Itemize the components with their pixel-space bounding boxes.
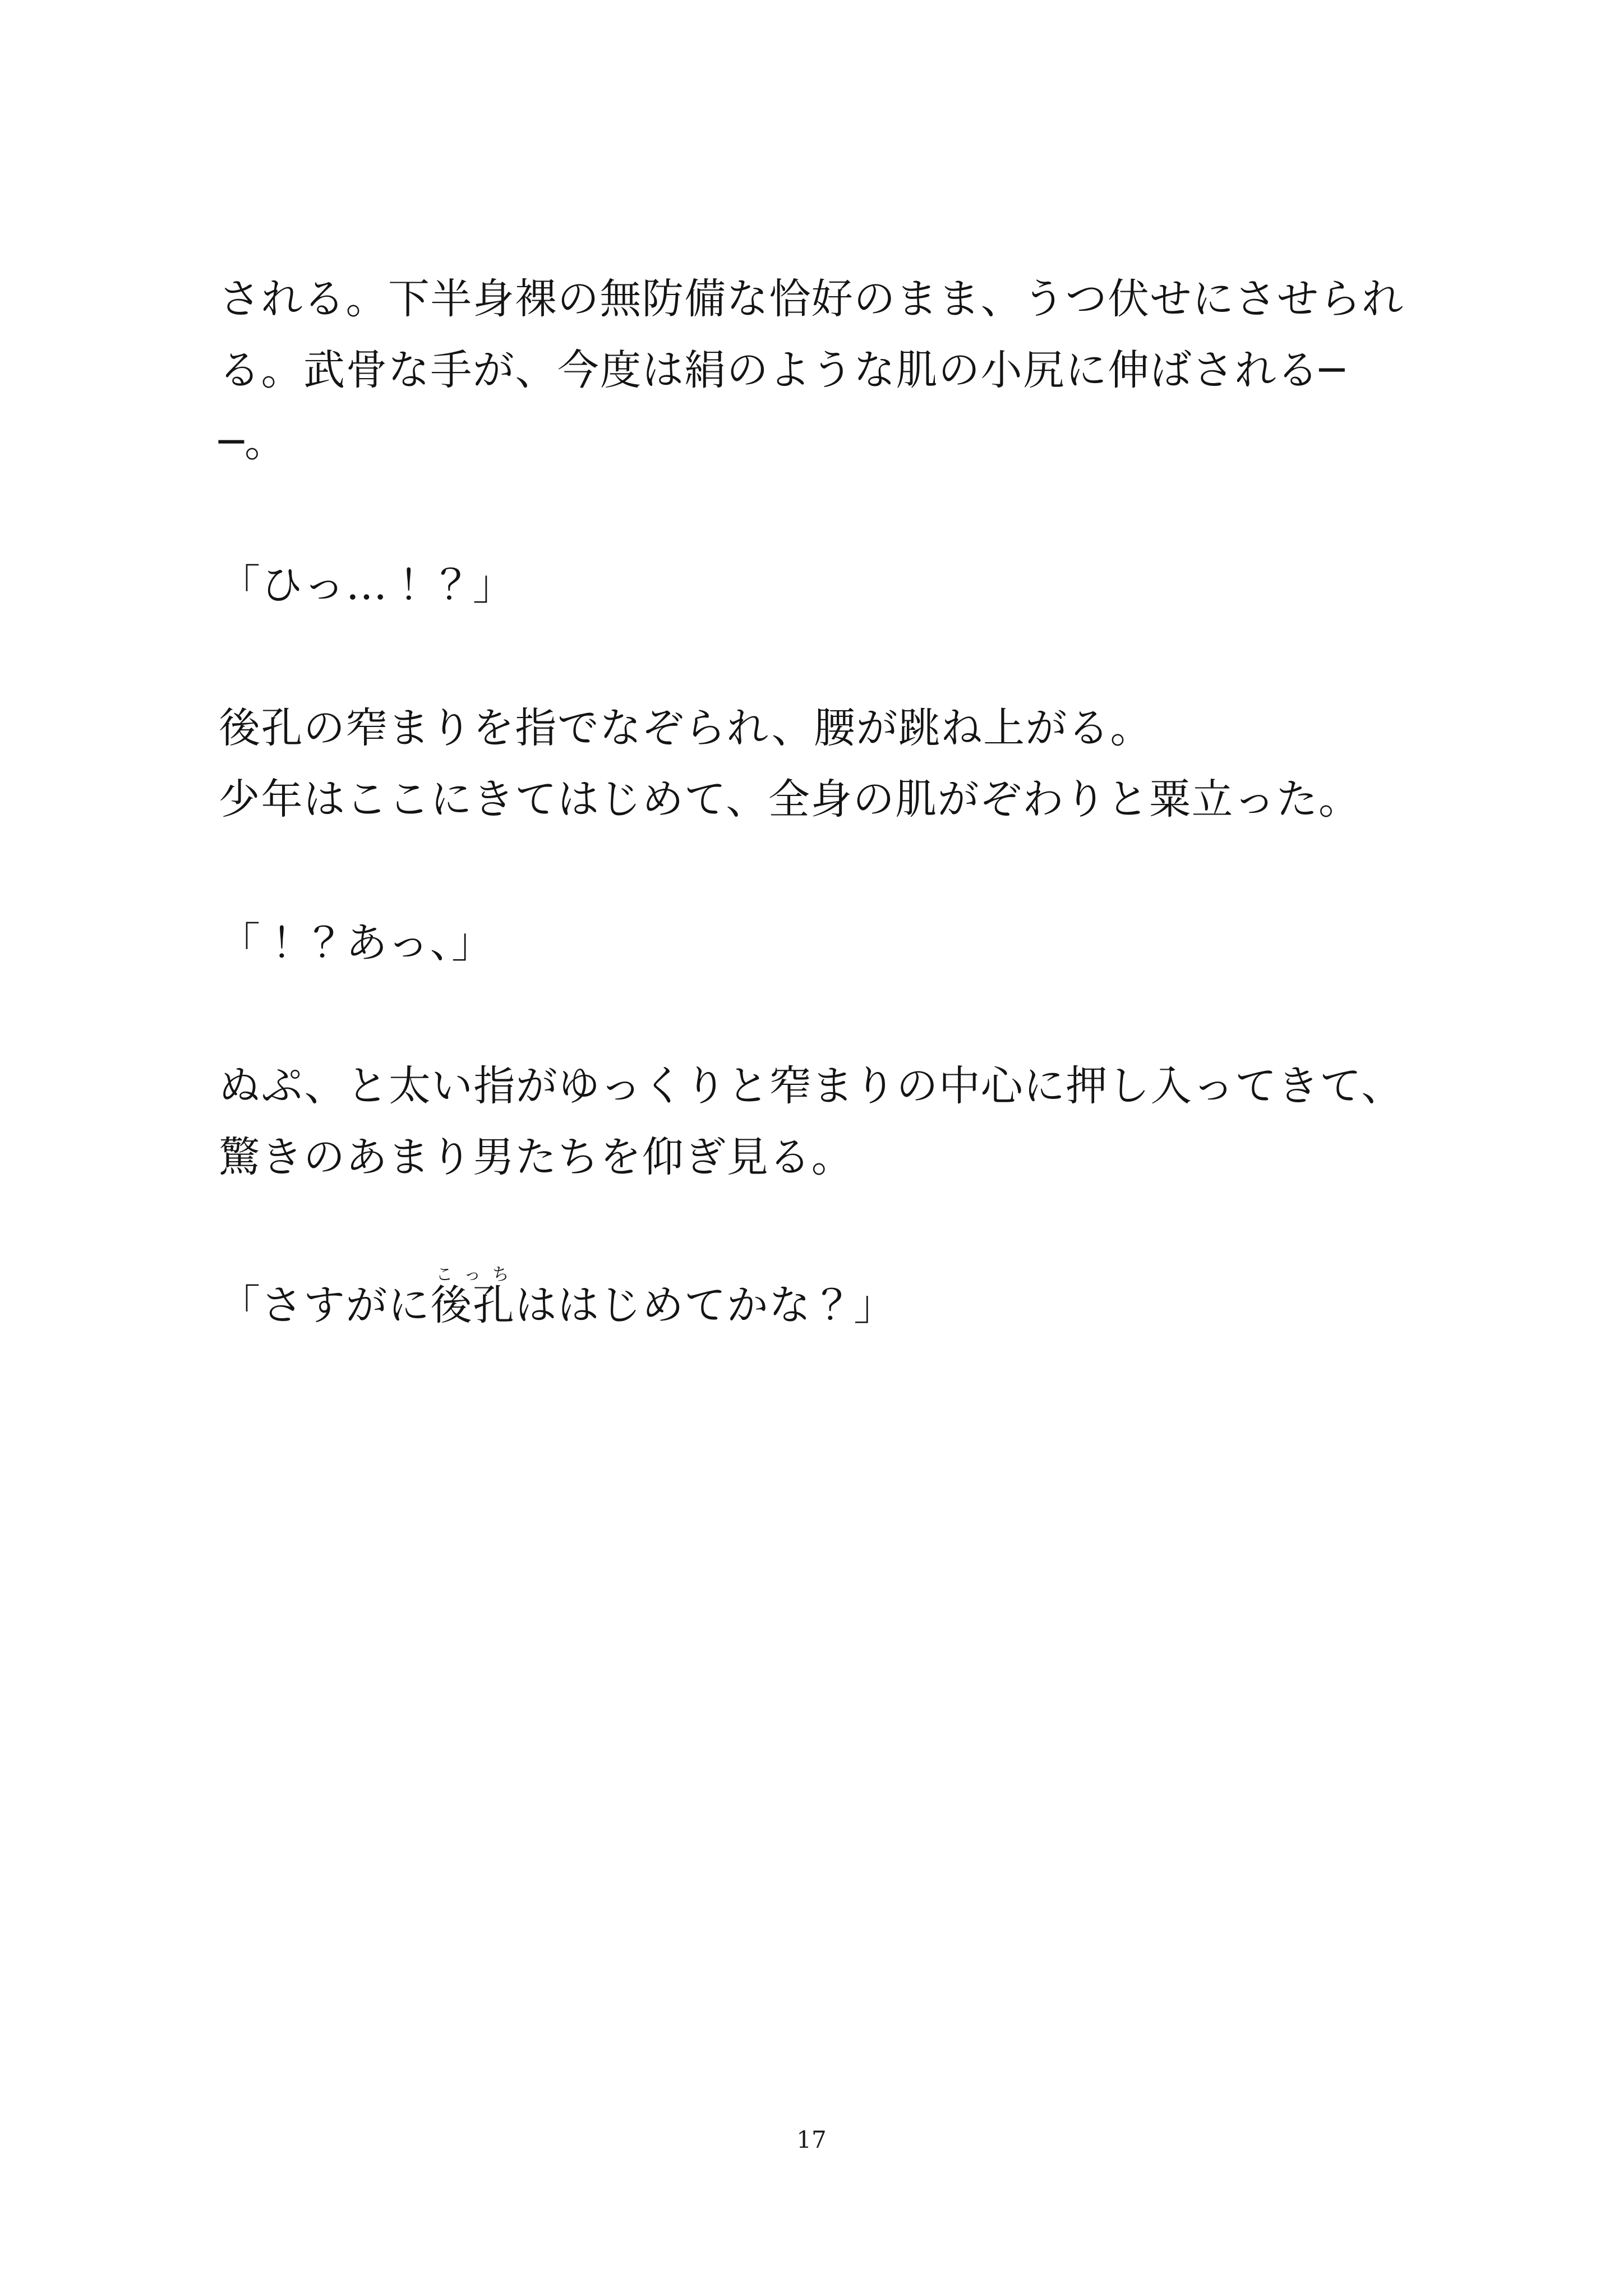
paragraph-spacer [219, 478, 1408, 550]
dialogue-3-suffix: ははじめてかな？」 [515, 1281, 896, 1330]
page-number: 17 [796, 2126, 827, 2154]
paragraph-spacer [219, 979, 1408, 1051]
dialogue-3-prefix: 「さすがに [219, 1281, 431, 1330]
dialogue-line-3 [219, 1265, 1408, 1341]
body-paragraph-4: ぬぷ、と太い指がゆっくりと窄まりの中心に押し入ってきて、驚きのあまり男たちを仰ぎ見る。 [219, 1061, 1404, 1182]
text-column [219, 264, 1408, 1342]
body-paragraph-1: される。下半身裸の無防備な恰好のまま、うつ伏せにさせられる。武骨な手が、今度は絹のような肌の小尻に伸ばされる──。 [219, 275, 1404, 466]
ruby-reading-text: こっち [430, 1265, 515, 1285]
paragraph-spacer [219, 1193, 1408, 1265]
ruby-base-text: 後孔 [430, 1281, 515, 1330]
paragraph-spacer [219, 836, 1408, 908]
dialogue-line-2: 「！？あっ、」 [219, 918, 494, 967]
dialogue-line-1: 「ひっ…！？」 [219, 560, 515, 609]
ruby-annotation-group [430, 1265, 515, 1330]
paragraph-spacer [219, 621, 1408, 693]
body-paragraph-3: 少年はここにきてはじめて、全身の肌がぞわりと粟立った。 [219, 775, 1361, 824]
body-paragraph-2: 後孔の窄まりを指でなぞられ、腰が跳ね上がる。 [219, 704, 1152, 753]
